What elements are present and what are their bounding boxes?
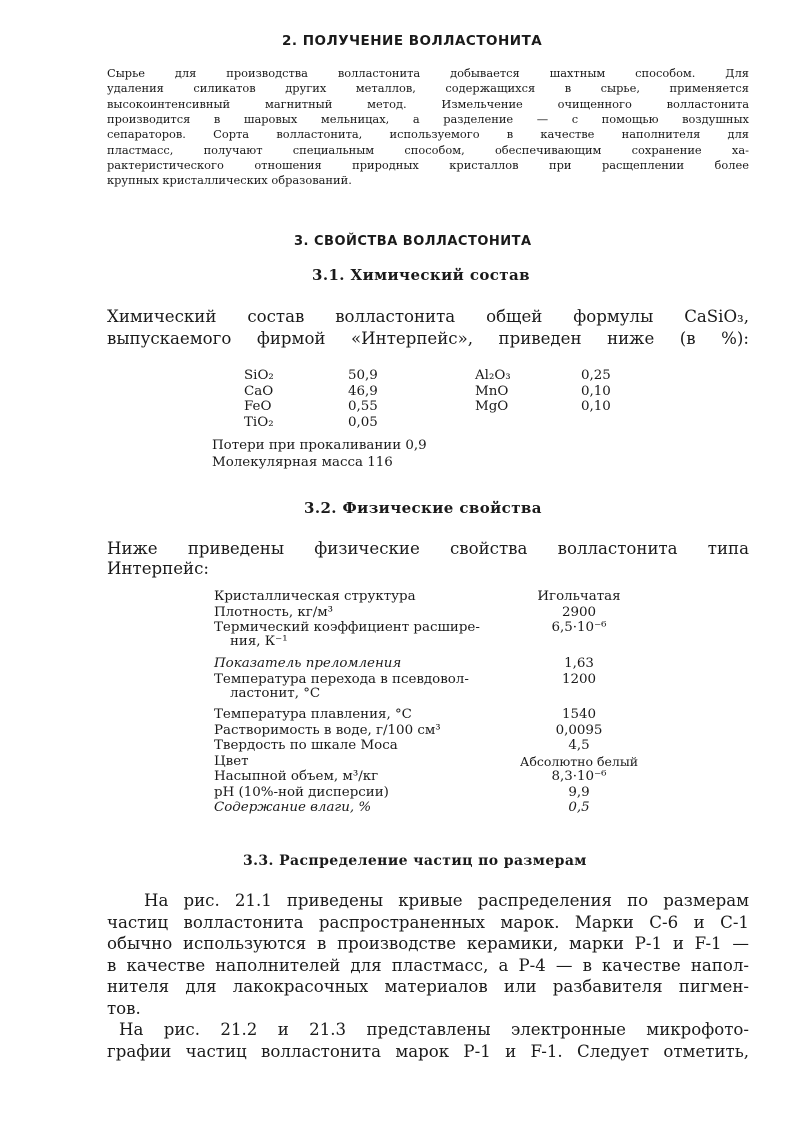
property-value: 0,5 bbox=[568, 800, 590, 815]
property-name: Температура плавления, °С bbox=[214, 707, 412, 722]
composition-value: 0,25 bbox=[581, 368, 611, 383]
paragraph-line: производится в шаровых мельницах, а разделение — с помощью воздушных bbox=[107, 111, 749, 126]
property-name-cont: ластонит, °С bbox=[230, 686, 321, 701]
section-3-3-title: 3.3. Распределение частиц по размерам bbox=[243, 853, 587, 869]
composition-value: 0,10 bbox=[581, 383, 611, 399]
property-name: Твердость по шкале Моса bbox=[214, 738, 398, 753]
section-2-title: 2. ПОЛУЧЕНИЕ ВОЛЛАСТОНИТА bbox=[282, 33, 543, 49]
paragraph-line: пластмасс, получают специальным способом, обеспечивающим сохранение ха- bbox=[107, 142, 749, 157]
paragraph-line: Сырье для производства волластонита добывается шахтным способом. Для bbox=[107, 66, 749, 80]
property-value: 6,5·10⁻⁶ bbox=[551, 620, 607, 635]
composition-table bbox=[244, 368, 644, 438]
paragraph-line: Химический состав волластонита общей формулы CaSiO₃, bbox=[107, 307, 749, 326]
molecular-mass: Молекулярная масса 116 bbox=[212, 455, 393, 470]
paragraph-line: удаления силикатов других металлов, содержащихся в сырье, применяется bbox=[107, 81, 749, 96]
composition-name: MgO bbox=[475, 399, 509, 414]
section-3-1-intro bbox=[107, 306, 749, 352]
loss-on-ignition: Потери при прокаливании 0,9 bbox=[212, 438, 427, 453]
property-name-cont: ния, К⁻¹ bbox=[230, 634, 288, 649]
property-value: 1,63 bbox=[564, 656, 594, 671]
paragraph-line: графии частиц волластонита марок Р-1 и F-1. Следует отметить, bbox=[107, 1041, 749, 1061]
property-value: Абсолютно белый bbox=[519, 753, 639, 769]
paragraph-line: обычно используются в производстве керамики, марки Р-1 и F-1 — bbox=[107, 934, 749, 953]
composition-name: TiO₂ bbox=[244, 414, 274, 430]
property-value: Игольчатая bbox=[537, 589, 621, 604]
property-value: 1540 bbox=[561, 707, 597, 722]
paragraph-line: рактеристического отношения природных кристаллов при расщеплении более bbox=[107, 157, 749, 172]
paragraph-line: Интерпейс: bbox=[107, 559, 209, 578]
composition-value: 0,05 bbox=[348, 414, 378, 430]
property-value: 8,3·10⁻⁶ bbox=[551, 769, 607, 784]
composition-name: MnO bbox=[475, 383, 509, 399]
property-name: Растворимость в воде, г/100 см³ bbox=[214, 722, 441, 738]
section-3-2-intro bbox=[107, 538, 749, 584]
property-name: Плотность, кг/м³ bbox=[214, 604, 334, 620]
property-name: Цвет bbox=[214, 753, 249, 769]
composition-name: FeO bbox=[244, 399, 272, 414]
section-3-1-title: 3.1. Химический состав bbox=[312, 266, 530, 284]
composition-value: 46,9 bbox=[348, 383, 378, 399]
paragraph-line: тов. bbox=[107, 998, 141, 1018]
property-name: Температура перехода в псевдовол- bbox=[214, 671, 469, 687]
composition-name: Al₂O₃ bbox=[475, 368, 511, 383]
section-3-3-paragraph bbox=[107, 890, 749, 1090]
composition-value: 0,55 bbox=[348, 399, 378, 414]
paragraph-line: На рис. 21.2 и 21.3 представлены электронные микрофото- bbox=[119, 1020, 749, 1039]
section-3-title: 3. СВОЙСТВА ВОЛЛАСТОНИТА bbox=[294, 234, 532, 249]
paragraph-line: выпускаемого фирмой «Интерпейс», приведен ниже (в %): bbox=[107, 329, 749, 348]
paragraph-line: в качестве наполнителей для пластмасс, а Р-4 — в качестве напол- bbox=[107, 955, 749, 975]
paragraph-line: крупных кристаллических образований. bbox=[107, 173, 352, 188]
property-value: 9,9 bbox=[568, 784, 590, 800]
property-name: Насыпной объем, м³/кг bbox=[214, 769, 379, 784]
composition-name: SiO₂ bbox=[244, 368, 274, 383]
property-name: Кристаллическая структура bbox=[214, 589, 416, 604]
composition-value: 0,10 bbox=[581, 399, 611, 414]
property-value: 0,0095 bbox=[555, 722, 603, 738]
composition-value: 50,9 bbox=[348, 368, 378, 383]
property-value: 2900 bbox=[561, 604, 597, 620]
paragraph-line: нителя для лакокрасочных материалов или разбавителя пигмен- bbox=[107, 977, 749, 996]
composition-name: CaO bbox=[244, 383, 274, 399]
paragraph-line: частиц волластонита распространенных марок. Марки С-6 и С-1 bbox=[107, 912, 749, 932]
property-name: Содержание влаги, % bbox=[214, 800, 372, 815]
paragraph-line: На рис. 21.1 приведены кривые распределения по размерам bbox=[144, 891, 749, 910]
property-name: Термический коэффициент расшире- bbox=[214, 620, 480, 635]
paragraph-line: сепараторов. Сорта волластонита, используемого в качестве наполнителя для bbox=[107, 127, 749, 142]
section-2-paragraph bbox=[107, 66, 749, 196]
physical-properties-table bbox=[214, 589, 674, 839]
property-name: pH (10%-ной дисперсии) bbox=[214, 784, 389, 800]
property-value: 4,5 bbox=[568, 738, 590, 753]
property-value: 1200 bbox=[561, 671, 597, 687]
paragraph-line: высокоинтенсивный магнитный метод. Измельчение очищенного волластонита bbox=[107, 96, 749, 111]
paragraph-line: Ниже приведены физические свойства волластонита типа bbox=[107, 539, 749, 558]
section-3-2-title: 3.2. Физические свойства bbox=[304, 499, 542, 517]
property-name: Показатель преломления bbox=[214, 656, 402, 671]
